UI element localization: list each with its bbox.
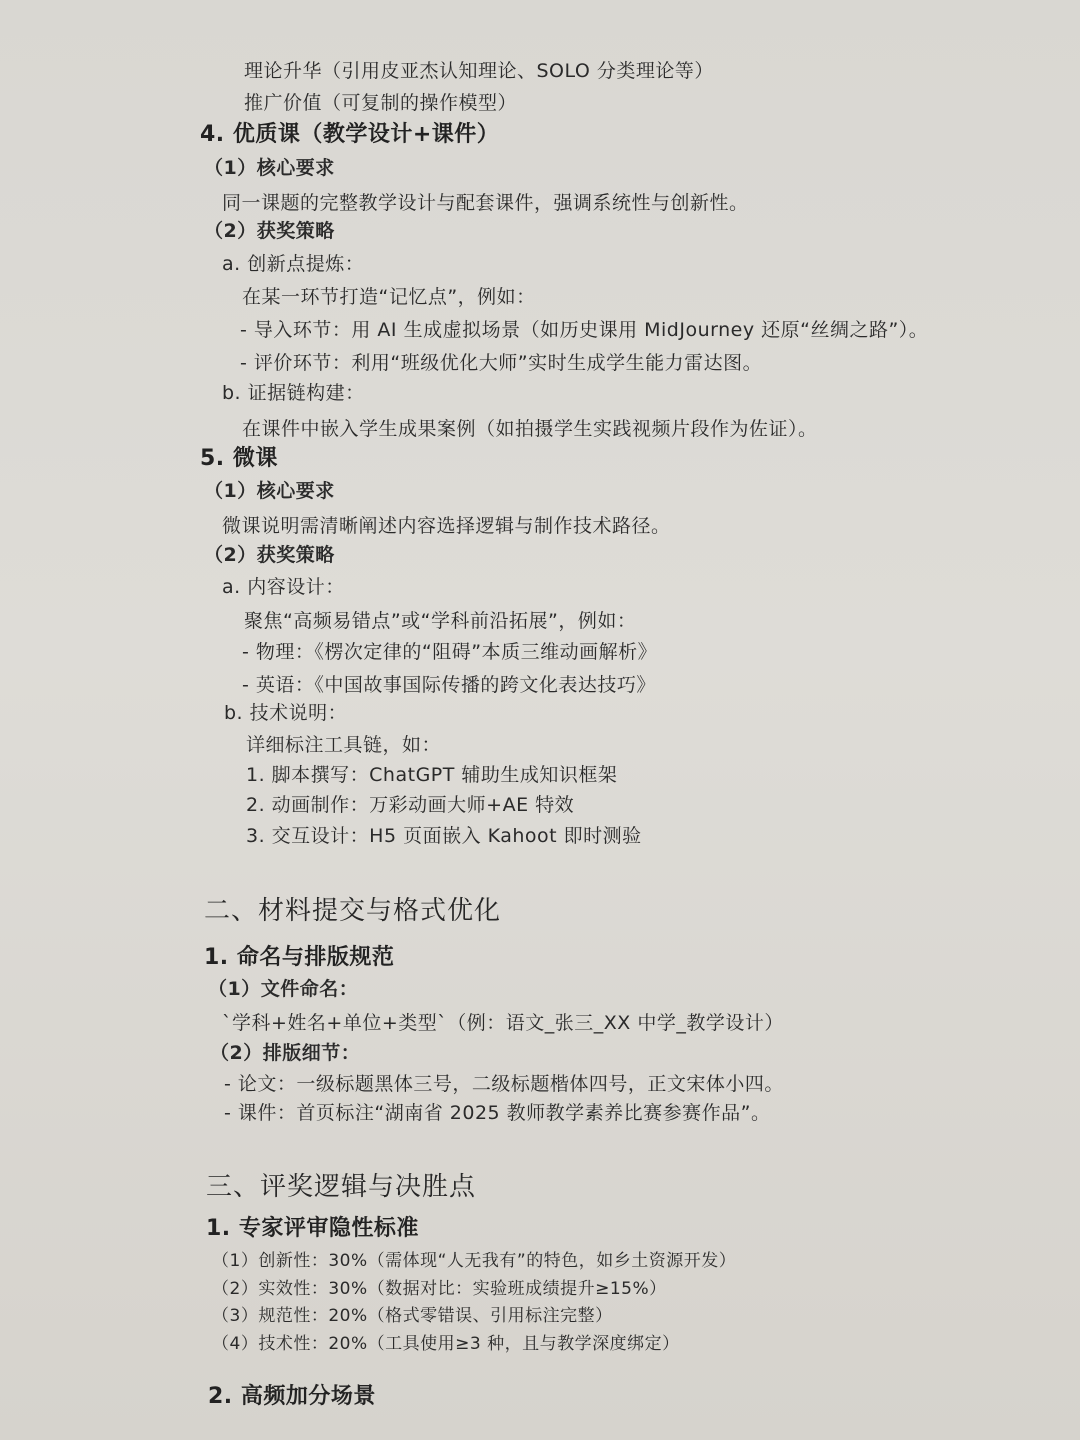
text-line: 详细标注工具链，如： [246,734,442,756]
text-line: b. 技术说明： [224,702,348,724]
text-line: 3. 交互设计：H5 页面嵌入 Kahoot 即时测验 [246,825,642,847]
text-line: （2）排版细节： [210,1042,361,1064]
text-line: - 课件：首页标注“湖南省 2025 教师教学素养比赛参赛作品”。 [224,1102,771,1124]
text-line: 1. 命名与排版规范 [204,945,395,970]
text-line: 在课件中嵌入学生成果案例（如拍摄学生实践视频片段作为佐证）。 [242,418,818,440]
text-line: 二、材料提交与格式优化 [204,896,502,926]
text-line: （1）文件命名： [208,978,359,1000]
text-line: （2）获奖策略 [204,220,335,242]
text-line: 同一课题的完整教学设计与配套课件，强调系统性与创新性。 [222,192,749,214]
text-line: （1）核心要求 [204,480,335,502]
text-line: a. 创新点提炼： [222,253,365,275]
text-line: - 论文：一级标题黑体三号，二级标题楷体四号，正文宋体小四。 [224,1073,784,1095]
text-line: 在某一环节打造“记忆点”，例如： [242,286,536,308]
text-line: - 导入环节：用 AI 生成虚拟场景（如历史课用 MidJourney 还原“丝绸之路”）。 [240,319,929,341]
text-line: 1. 专家评审隐性标准 [206,1216,419,1241]
text-line: 理论升华（引用皮亚杰认知理论、SOLO 分类理论等） [244,60,714,82]
text-line: 2. 动画制作：万彩动画大师+AE 特效 [246,794,575,816]
text-line: 聚焦“高频易错点”或“学科前沿拓展”，例如： [244,610,637,632]
text-line: （1）创新性：30%（需体现“人无我有”的特色，如乡土资源开发） [212,1251,737,1271]
text-line: （1）核心要求 [204,157,335,179]
text-line: （3）规范性：20%（格式零错误、引用标注完整） [212,1306,613,1326]
text-line: （4）技术性：20%（工具使用≥3 种，且与教学深度绑定） [212,1334,680,1354]
text-line: - 英语：《中国故事国际传播的跨文化表达技巧》 [242,674,656,696]
text-line: （2）实效性：30%（数据对比：实验班成绩提升≥15%） [212,1279,667,1299]
text-line: 推广价值（可复制的操作模型） [244,92,518,114]
text-line: b. 证据链构建： [222,382,365,404]
text-line: 1. 脚本撰写：ChatGPT 辅助生成知识框架 [246,764,618,786]
text-line: - 物理：《楞次定律的“阻碍”本质三维动画解析》 [242,641,658,663]
text-line: 4. 优质课（教学设计+课件） [200,122,500,147]
text-line: （2）获奖策略 [204,544,335,566]
text-line: - 评价环节：利用“班级优化大师”实时生成学生能力雷达图。 [240,352,763,374]
text-line: 微课说明需清晰阐述内容选择逻辑与制作技术路径。 [222,515,671,537]
text-line: 5. 微课 [200,446,278,471]
text-line: 三、评奖逻辑与决胜点 [206,1172,477,1202]
text-line: 2. 高频加分场景 [208,1384,376,1409]
text-line: `学科+姓名+单位+类型`（例：语文_张三_XX 中学_教学设计） [222,1012,784,1034]
text-line: a. 内容设计： [222,576,345,598]
